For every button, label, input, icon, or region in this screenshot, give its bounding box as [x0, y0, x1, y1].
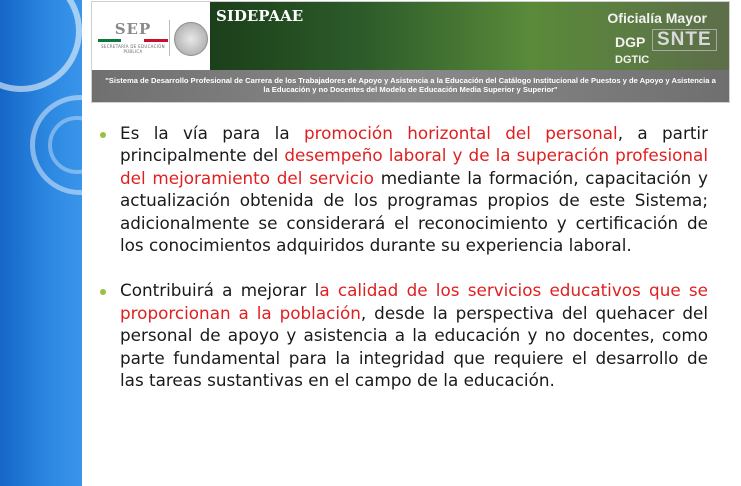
sep-logo	[98, 20, 168, 54]
sep-logo-text: SEP	[114, 20, 152, 38]
bullet-item	[100, 122, 708, 256]
banner-title-panel	[210, 2, 729, 70]
dgp-label: DGP	[615, 34, 646, 50]
sep-logo-bar	[98, 39, 168, 42]
bullet-item	[100, 279, 708, 391]
highlighted-text: a calidad de los servicios educativos que se proporcionan a la población	[120, 280, 708, 323]
dgtic-label: DGTIC	[615, 54, 650, 66]
bullet-list	[100, 122, 708, 414]
logo-area	[92, 2, 210, 70]
logo-divider	[169, 20, 170, 56]
sep-logo-subtitle: SECRETARÍA DE EDUCACIÓN PÚBLICA	[101, 44, 165, 54]
office-label: Oficialía Mayor	[607, 10, 707, 26]
highlighted-text: desempeño laboral y de la superación profesional del mejoramiento del servicio	[120, 145, 709, 188]
bullet-icon	[100, 289, 106, 295]
snte-logo: SNTE	[652, 29, 717, 51]
bullet-text-segment: mediante la formación, capacitación y actualización obtenida de los programas propios de este Sistema; adicionalmente se considerará el reconocimiento y certificación de los conocimientos adquiridos durante su experiencia laboral.	[120, 167, 708, 256]
bullet-text-segment: Es la vía para la	[120, 123, 304, 143]
bullet-text-segment: Contribuirá a mejorar l	[120, 280, 320, 301]
highlighted-text: promoción horizontal del personal	[303, 123, 618, 143]
bullet-text-segment: , desde la perspectiva del quehacer del personal de apoyo y asistencia a la educación y no docentes, como parte fundamental para la integridad que requiere el desarrollo de las tareas sustantivas en el campo de la educación.	[120, 302, 708, 391]
bullet-icon	[100, 132, 106, 138]
decorative-ring	[0, 0, 82, 92]
banner-caption: "Sistema de Desarrollo Profesional de Carrera de los Trabajadores de Apoyo y Asistencia a la Educación del Catálogo Institucional de Puestos y de Apoyo y Asistencia a la Educación y no Docentes del Modelo de Educación Media Superior y Superior"	[92, 70, 729, 102]
bullet-text-segment: , a partir principalmente del	[120, 123, 708, 166]
header-banner	[92, 2, 729, 102]
national-seal-icon	[174, 22, 208, 56]
decorative-side-strip	[0, 0, 82, 486]
system-name: SIDEPAAE	[216, 7, 304, 25]
